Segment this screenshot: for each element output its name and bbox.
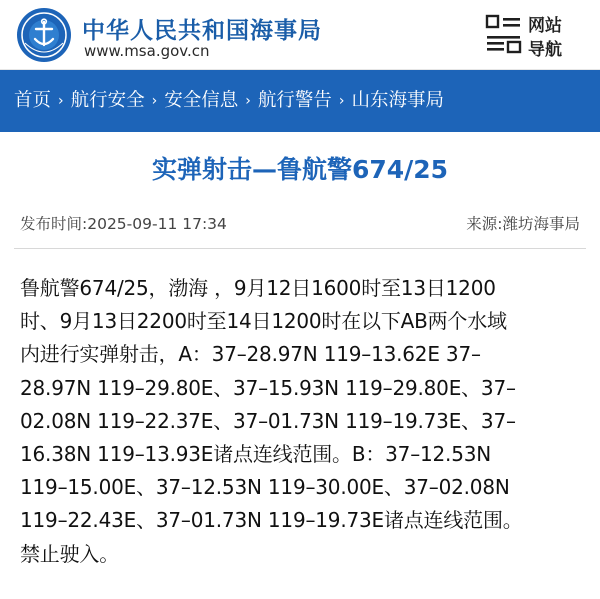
breadcrumb-safety-info[interactable]: 安全信息 [164,90,239,111]
article-body [20,272,582,571]
body-line: 内进行实弹射击，A：37–28.97N 119–13.62E 37– [20,342,481,367]
body-line: 28.97N 119–29.80E、37–15.93N 119–29.80E、37– [20,375,516,400]
body-line: 鲁航警674/25，渤海 ，9月12日1600时至13日1200 [20,276,496,300]
site-navigation-button[interactable] [484,10,592,60]
body-line: 禁止驶入。 [20,541,119,566]
breadcrumb-separator: › [151,93,158,109]
article-meta [0,208,600,238]
breadcrumb-bar [0,70,600,132]
body-line: 时、9月13日2200时至14日1200时在以下AB两个水域 [20,309,507,334]
nav-label-line1: 网站 [528,16,562,36]
article-source: 来源:潍坊海事局 [466,215,580,233]
article-title: 实弹射击—鲁航警674/25 [151,155,449,184]
nav-label-line2: 导航 [528,40,562,60]
breadcrumb-navigation-warnings[interactable]: 航行警告 [257,90,332,111]
site-header [0,0,600,70]
breadcrumb-shandong-msa[interactable]: 山东海事局 [351,90,445,111]
divider [14,248,586,249]
breadcrumb-home[interactable]: 首页 [14,90,52,111]
breadcrumb-separator: › [58,93,64,109]
body-line: 02.08N 119–22.37E、37–01.73N 119–19.73E、37– [20,408,516,433]
body-line: 119–15.00E、37–12.53N 119–30.00E、37–02.08N [20,475,510,500]
breadcrumb-separator: › [245,93,251,109]
publish-time: 发布时间:2025-09-11 17:34 [20,215,227,233]
breadcrumb-separator: › [338,93,345,109]
body-line: 119–22.43E、37–01.73N 119–19.73E诸点连线范围。 [20,508,523,533]
breadcrumb-navigation-safety[interactable]: 航行安全 [70,90,145,111]
site-url[interactable]: www.msa.gov.cn [84,42,210,60]
breadcrumb [14,88,444,114]
site-menu-icon [484,13,524,57]
msa-emblem-icon[interactable] [16,7,72,63]
site-title[interactable]: 中华人民共和国海事局 [82,18,322,44]
body-line: 16.38N 119–13.93E诸点连线范围。B：37–12.53N [20,441,492,466]
